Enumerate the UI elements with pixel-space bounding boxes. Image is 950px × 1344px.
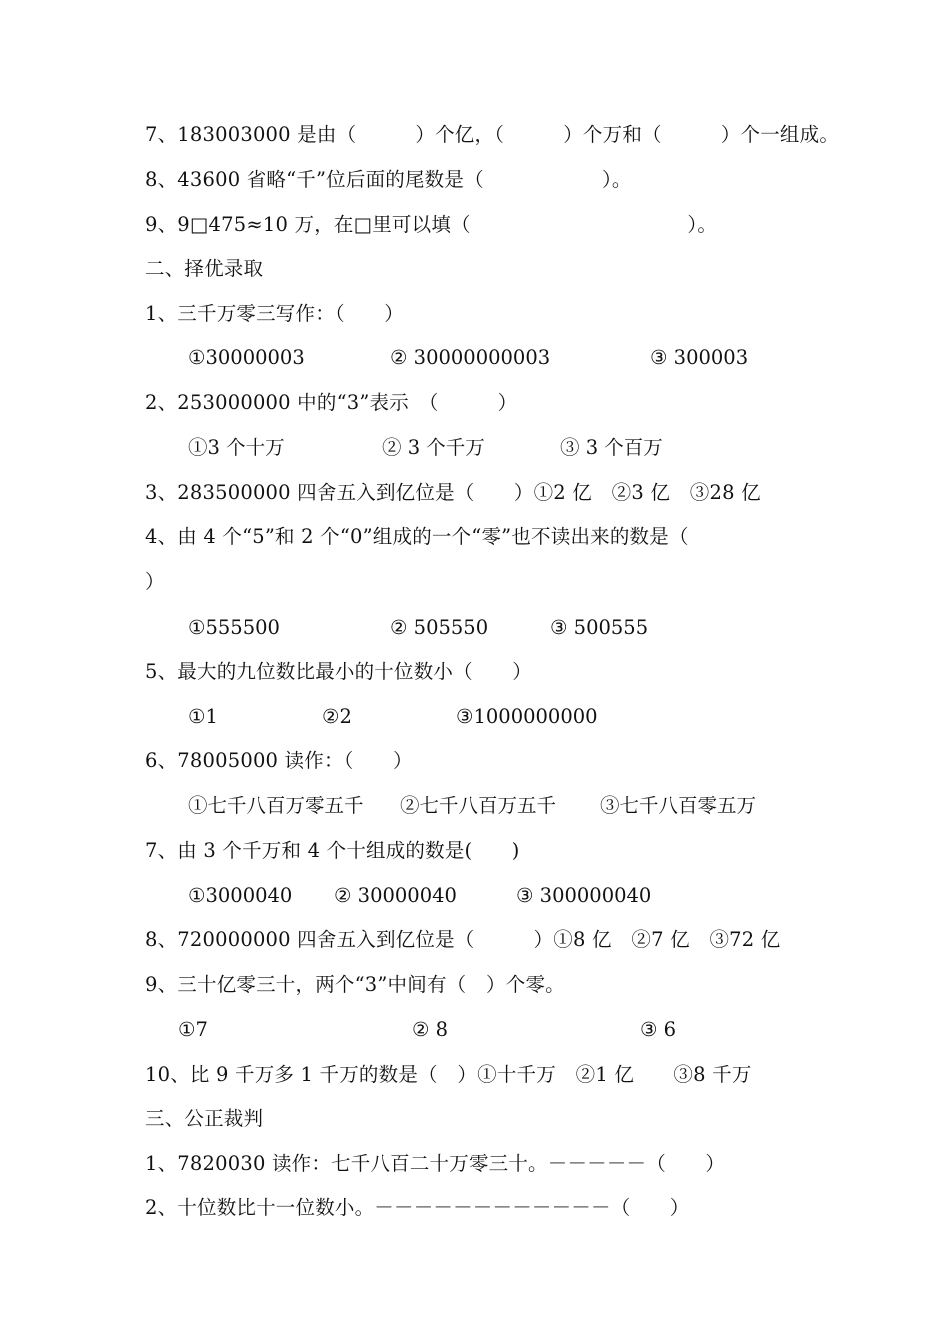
choice-q2-option-3: ③ 3 个百万	[560, 436, 663, 459]
choice-q9-option-2: ② 8	[412, 1018, 449, 1041]
choice-question-7: 7、由 3 个千万和 4 个十组成的数是( )	[145, 839, 520, 862]
choice-q5-option-1: ①1	[188, 705, 218, 728]
choice-q1-option-2: ② 30000000003	[390, 346, 551, 369]
choice-q9-option-1: ①7	[178, 1018, 208, 1041]
choice-question-8: 8、720000000 四舍五入到亿位是（ ）①8 亿 ②7 亿 ③72 亿	[145, 928, 781, 951]
choice-question-6: 6、78005000 读作：（ ）	[145, 749, 413, 772]
choice-question-10: 10、比 9 千万多 1 千万的数是（ ）①十千万 ②1 亿 ③8 千万	[145, 1063, 752, 1086]
choice-question-4-cont: ）	[145, 570, 165, 593]
choice-q1-option-1: ①30000003	[188, 346, 305, 369]
choice-q6-option-3: ③七千八百零五万	[600, 794, 757, 817]
section-heading-choice: 二、择优录取	[145, 257, 264, 280]
choice-q4-option-3: ③ 500555	[550, 616, 649, 639]
choice-q4-option-1: ①555500	[188, 616, 280, 639]
judge-question-2: 2、十位数比十一位数小。－－－－－－－－－－－－（ ）	[145, 1196, 690, 1219]
question-8-fill: 8、43600 省略“千”位后面的尾数是（ ）。	[145, 168, 632, 191]
choice-question-1: 1、三千万零三写作：（ ）	[145, 302, 404, 325]
choice-q1-option-3: ③ 300003	[650, 346, 749, 369]
choice-q7-option-2: ② 30000040	[334, 884, 457, 907]
choice-question-4: 4、由 4 个“5”和 2 个“0”组成的一个“零”也不读出来的数是（	[145, 525, 689, 548]
choice-q5-option-3: ③1000000000	[456, 705, 598, 728]
question-9-fill: 9、9□475≈10 万，在□里可以填（ ）。	[145, 213, 718, 236]
choice-q2-option-2: ② 3 个千万	[382, 436, 485, 459]
section-heading-judge: 三、公正裁判	[145, 1107, 264, 1130]
choice-q9-option-3: ③ 6	[640, 1018, 677, 1041]
choice-q5-option-2: ②2	[322, 705, 352, 728]
question-7-fill: 7、183003000 是由（ ）个亿，（ ）个万和（ ）个一组成。	[145, 123, 840, 146]
choice-q6-option-2: ②七千八百万五千	[400, 794, 557, 817]
choice-q7-option-1: ①3000040	[188, 884, 293, 907]
choice-question-9: 9、三十亿零三十，两个“3”中间有（ ）个零。	[145, 973, 565, 996]
choice-q6-option-1: ①七千八百万零五千	[188, 794, 364, 817]
choice-question-3: 3、283500000 四舍五入到亿位是（ ）①2 亿 ②3 亿 ③28 亿	[145, 481, 761, 504]
choice-q2-option-1: ①3 个十万	[188, 436, 285, 459]
choice-question-2: 2、253000000 中的“3”表示 （ ）	[145, 391, 518, 414]
choice-q7-option-3: ③ 300000040	[516, 884, 652, 907]
judge-question-1: 1、7820030 读作：七千八百二十万零三十。－－－－－（ ）	[145, 1152, 726, 1175]
choice-q4-option-2: ② 505550	[390, 616, 489, 639]
choice-question-5: 5、最大的九位数比最小的十位数小（ ）	[145, 660, 532, 683]
